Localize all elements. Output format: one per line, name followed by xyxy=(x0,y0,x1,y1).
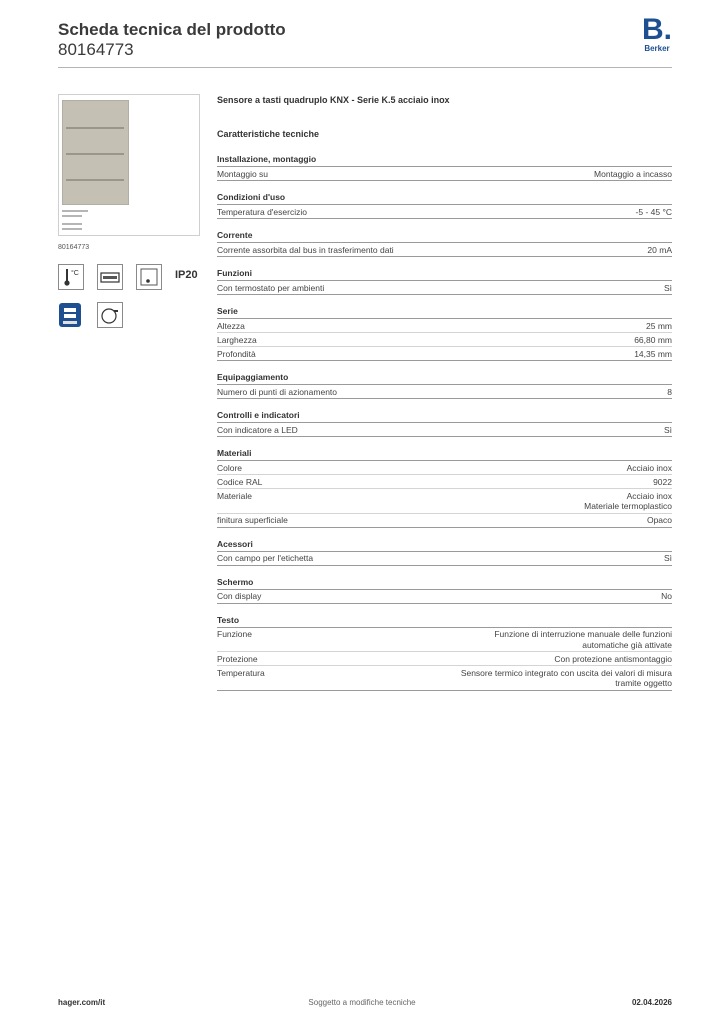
spec-row xyxy=(217,167,672,181)
spec-label: Con display xyxy=(217,591,262,601)
display-icon xyxy=(97,264,123,290)
section-heading: Corrente xyxy=(217,230,672,243)
spec-row xyxy=(217,281,672,295)
spec-label: Temperatura xyxy=(217,667,265,678)
footer-disclaimer: Soggetto a modifiche tecniche xyxy=(308,998,416,1007)
document-title: Scheda tecnica del prodotto xyxy=(58,20,286,39)
spec-row xyxy=(217,243,672,257)
spec-label: Protezione xyxy=(217,653,258,664)
thermometer-icon xyxy=(58,264,84,290)
section-heading: Materiali xyxy=(217,448,672,461)
logo-letter: B. xyxy=(642,13,672,46)
spec-value: Sì xyxy=(663,424,672,435)
spec-label: Con termostato per ambienti xyxy=(217,282,325,293)
spec-row xyxy=(217,552,672,566)
technical-data xyxy=(217,95,672,691)
spec-row xyxy=(217,514,672,528)
spec-value: No xyxy=(661,591,672,601)
spec-label: Temperatura d'esercizio xyxy=(217,206,307,217)
spec-row xyxy=(217,333,672,347)
spec-value: 66,80 mm xyxy=(634,334,672,345)
document-header xyxy=(58,20,286,60)
knx-icon xyxy=(58,302,84,328)
spec-label: finitura superficiale xyxy=(217,515,288,525)
spec-value: 9022 xyxy=(653,476,672,487)
section-heading: Funzioni xyxy=(217,268,672,281)
section-heading: Condizioni d'uso xyxy=(217,192,672,205)
spec-label: Colore xyxy=(217,462,243,473)
section-heading: Testo xyxy=(217,615,672,628)
spec-label: Materiale xyxy=(217,490,252,501)
spec-value: 25 mm xyxy=(646,320,672,331)
spec-row xyxy=(217,385,672,399)
ip20-rating: IP20 xyxy=(175,269,198,281)
section-heading: Equipaggiamento xyxy=(217,372,672,385)
product-image xyxy=(58,94,200,236)
spec-label: Profondità xyxy=(217,348,256,359)
section-heading: Installazione, montaggio xyxy=(217,154,672,167)
spec-value: Montaggio a incasso xyxy=(594,168,672,179)
spec-label: Larghezza xyxy=(217,334,257,345)
spec-label: Montaggio su xyxy=(217,168,269,179)
spec-value: Acciaio inox xyxy=(626,490,672,501)
spec-value-line2: automatiche già attivate xyxy=(582,639,672,650)
footer-date: 02.04.2026 xyxy=(631,998,672,1007)
spec-value: Sì xyxy=(663,553,672,563)
spec-row xyxy=(217,628,672,653)
spec-label: Funzione xyxy=(217,629,252,639)
spec-value-line2: tramite oggetto xyxy=(615,678,672,688)
section-heading: Serie xyxy=(217,306,672,319)
spec-row xyxy=(217,475,672,489)
section-heading: Acessori xyxy=(217,539,672,552)
spec-row xyxy=(217,652,672,666)
spec-value: Acciaio inox xyxy=(626,462,672,473)
spec-row xyxy=(217,461,672,475)
temperature-sensor-icon xyxy=(97,302,123,328)
spec-row xyxy=(217,347,672,361)
spec-label: Numero di punti di azionamento xyxy=(217,386,338,397)
spec-row xyxy=(217,319,672,333)
product-title: Sensore a tasti quadruplo KNX - Serie K.5 acciaio inox xyxy=(217,95,450,105)
svg-text:°C: °C xyxy=(71,270,79,277)
spec-row xyxy=(217,423,672,437)
spec-value: Con protezione antismontaggio xyxy=(554,653,672,664)
switch-plate xyxy=(62,100,129,205)
spec-row xyxy=(217,666,672,691)
spec-label: Con campo per l'etichetta xyxy=(217,553,314,563)
berker-logo xyxy=(640,13,674,54)
spec-value: Sensore termico integrato con uscita dei valori di misura xyxy=(460,667,672,678)
spec-label: Altezza xyxy=(217,320,245,331)
spec-value: 8 xyxy=(667,386,672,397)
header-divider xyxy=(58,67,672,68)
section-heading: Schermo xyxy=(217,577,672,590)
spec-value: Opaco xyxy=(646,515,672,525)
led-indicator-icon xyxy=(136,264,162,290)
spec-row xyxy=(217,590,672,604)
spec-label: Corrente assorbita dal bus in trasferimento dati xyxy=(217,244,394,255)
product-code: 80164773 xyxy=(58,40,134,59)
spec-label: Con indicatore a LED xyxy=(217,424,298,435)
footer-website[interactable]: hager.com/it xyxy=(58,998,106,1007)
spec-row xyxy=(217,205,672,219)
spec-value-line2: Materiale termoplastico xyxy=(584,501,672,511)
spec-value: Funzione di interruzione manuale delle funzioni xyxy=(494,629,672,639)
section-heading: Controlli e indicatori xyxy=(217,410,672,423)
spec-label: Codice RAL xyxy=(217,476,263,487)
spec-row xyxy=(217,489,672,514)
product-caption: 80164773 xyxy=(58,244,90,251)
spec-value: Sì xyxy=(663,282,672,293)
spec-value: -5 - 45 °C xyxy=(635,206,672,217)
logo-text: Berker xyxy=(644,44,670,53)
tech-characteristics-title: Caratteristiche tecniche xyxy=(217,129,320,139)
spec-value: 14,35 mm xyxy=(634,348,672,359)
spec-value: 20 mA xyxy=(647,244,672,255)
